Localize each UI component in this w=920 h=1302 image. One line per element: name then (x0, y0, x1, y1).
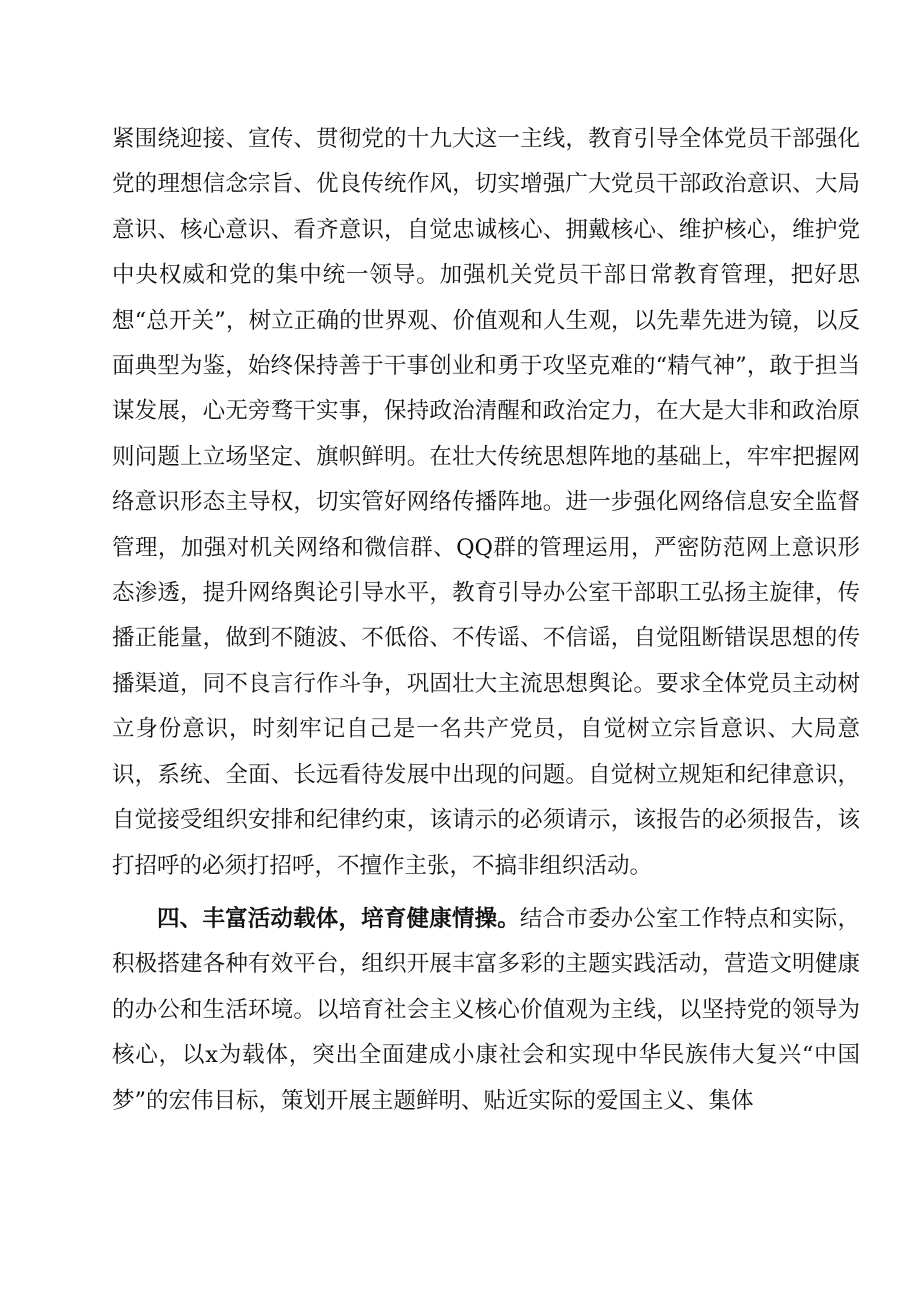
section-four-body: 结合市委办公室工作特点和实际，积极搭建各种有效平台，组织开展丰富多彩的主题实践活动，营造文明健康的办公和生活环境。以培育社会主义核心价值观为主线，以坚持党的领导为核心，以x为载体，突出全面建成小康社会和实现中华民族伟大复兴“中国梦”的宏伟目标，策划开展主题鲜明、贴近实际的爱国主义、集体 (112, 905, 860, 1114)
paragraph-section-four (112, 897, 860, 1124)
document-body (112, 117, 860, 1124)
paragraph-continuation: 紧围绕迎接、宣传、贯彻党的十九大这一主线，教育引导全体党员干部强化党的理想信念宗旨、优良传统作风，切实增强广大党员干部政治意识、大局意识、核心意识、看齐意识，自觉忠诚核心、拥戴核心、维护核心，维护党中央权威和党的集中统一领导。加强机关党员干部日常教育管理，把好思想“总开关”，树立正确的世界观、价值观和人生观，以先辈先进为镜，以反面典型为鉴，始终保持善于干事创业和勇于攻坚克难的“精气神”，敢于担当谋发展，心无旁骛干实事，保持政治清醒和政治定力，在大是大非和政治原则问题上立场坚定、旗帜鲜明。在壮大传统思想阵地的基础上，牢牢把握网络意识形态主导权，切实管好网络传播阵地。进一步强化网络信息安全监督管理，加强对机关网络和微信群、QQ群的管理运用，严密防范网上意识形态渗透，提升网络舆论引导水平，教育引导办公室干部职工弘扬主旋律，传播正能量，做到不随波、不低俗、不传谣、不信谣，自觉阻断错误思想的传播渠道，同不良言行作斗争，巩固壮大主流思想舆论。要求全体党员主动树立身份意识，时刻牢记自己是一名共产党员，自觉树立宗旨意识、大局意识，系统、全面、长远看待发展中出现的问题。自觉树立规矩和纪律意识，自觉接受组织安排和纪律约束，该请示的必须请示，该报告的必须报告，该打招呼的必须打招呼，不擅作主张，不搞非组织活动。 (112, 126, 860, 879)
section-four-heading: 四、丰富活动载体，培育健康情操。 (157, 905, 520, 932)
